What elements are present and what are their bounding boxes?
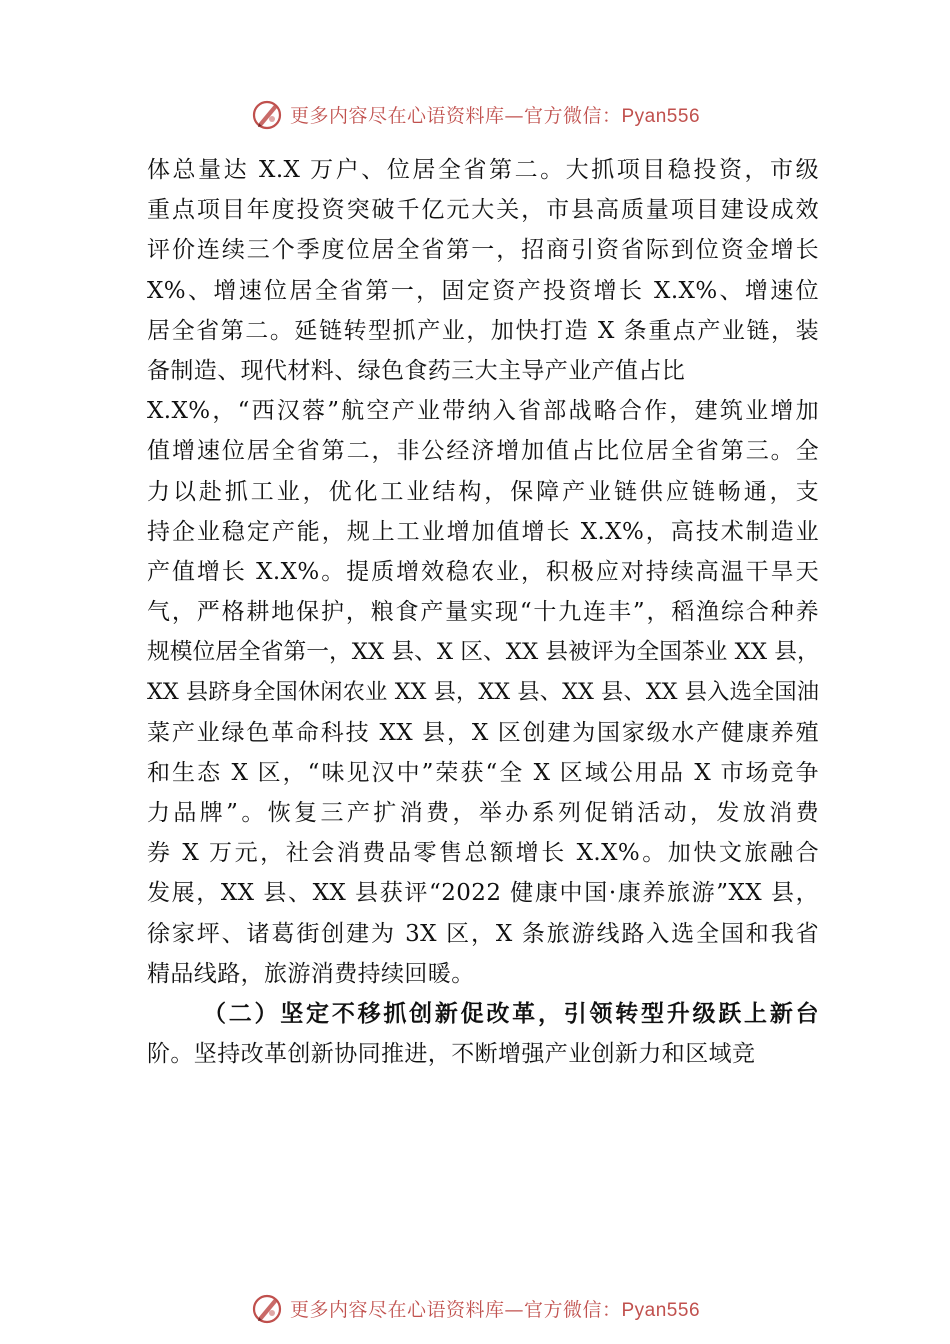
body-line: 体总量达 X.X 万户、位居全省第二。大抓项目稳投资，市级 bbox=[147, 157, 819, 183]
body-line: 和生态 X 区，“味见汉中”荣获“全 X 区域公用品 X 市场竞争 bbox=[147, 759, 819, 786]
body-line: 气，严格耕地保护，粮食产量实现“十九连丰”，稻渔综合种养 bbox=[147, 599, 819, 626]
body-line: 值增速位居全省第二，非公经济增加值占比位居全省第三。全 bbox=[147, 438, 819, 465]
section-heading: （二）坚定不移抓创新促改革，引领转型升级跃上新台 bbox=[203, 999, 819, 1027]
body-line: 备制造、现代材料、绿色食药三大主导产业产值占比 bbox=[147, 357, 686, 384]
body-line: 居全省第二。延链转型抓产业，加快打造 X 条重点产业链，装 bbox=[147, 317, 819, 344]
document-body bbox=[147, 150, 819, 1074]
body-line: 券 X 万元，社会消费品零售总额增长 X.X%。加快文旅融合 bbox=[147, 840, 819, 867]
body-line: 阶。坚持改革创新协同推进，不断增强产业创新力和区域竞 bbox=[147, 1041, 756, 1068]
watermark-text: 更多内容尽在心语资料库—官方微信：Pyan556 bbox=[289, 1298, 701, 1321]
watermark-handle: Pyan556 bbox=[621, 105, 701, 127]
body-line: 规模位居全省第一，XX 县、X 区、XX 县被评为全国茶业 XX 县， bbox=[147, 639, 820, 666]
body-line: 精品线路，旅游消费持续回暖。 bbox=[147, 960, 475, 987]
body-line: 持企业稳定产能，规上工业增加值增长 X.X%，高技术制造业 bbox=[147, 518, 819, 545]
pen-circle-logo-icon bbox=[250, 1291, 284, 1325]
body-line: 徐家坪、诸葛街创建为 3X 区，X 条旅游线路入选全国和我省 bbox=[147, 920, 819, 947]
watermark-handle: Pyan556 bbox=[621, 1299, 701, 1321]
body-line: 发展，XX 县、XX 县获评“2022 健康中国·康养旅游”XX 县， bbox=[147, 880, 819, 907]
body-line: 重点项目年度投资突破千亿元大关，市县高质量项目建设成效 bbox=[147, 197, 819, 224]
body-line: 力以赴抓工业，优化工业结构，保障产业链供应链畅通，支 bbox=[147, 478, 819, 505]
body-line: XX 县跻身全国休闲农业 XX 县，XX 县、XX 县、XX 县入选全国油 bbox=[147, 679, 819, 706]
body-line: X%、增速位居全省第一，固定资产投资增长 X.X%、增速位 bbox=[147, 277, 819, 304]
body-line: 产值增长 X.X%。提质增效稳农业，积极应对持续高温干旱天 bbox=[147, 558, 819, 585]
body-line: 力品牌”。恢复三产扩消费，举办系列促销活动，发放消费 bbox=[147, 800, 819, 826]
pen-circle-logo-icon bbox=[250, 97, 284, 131]
header-watermark bbox=[0, 94, 950, 134]
body-line: X.X%，“西汉蓉”航空产业带纳入省部战略合作，建筑业增加 bbox=[147, 398, 819, 425]
body-line: 菜产业绿色革命科技 XX 县，X 区创建为国家级水产健康养殖 bbox=[147, 719, 819, 746]
body-line: 评价连续三个季度位居全省第一，招商引资省际到位资金增长 bbox=[147, 237, 819, 264]
footer-watermark bbox=[0, 1288, 950, 1328]
watermark-text: 更多内容尽在心语资料库—官方微信：Pyan556 bbox=[289, 104, 701, 127]
